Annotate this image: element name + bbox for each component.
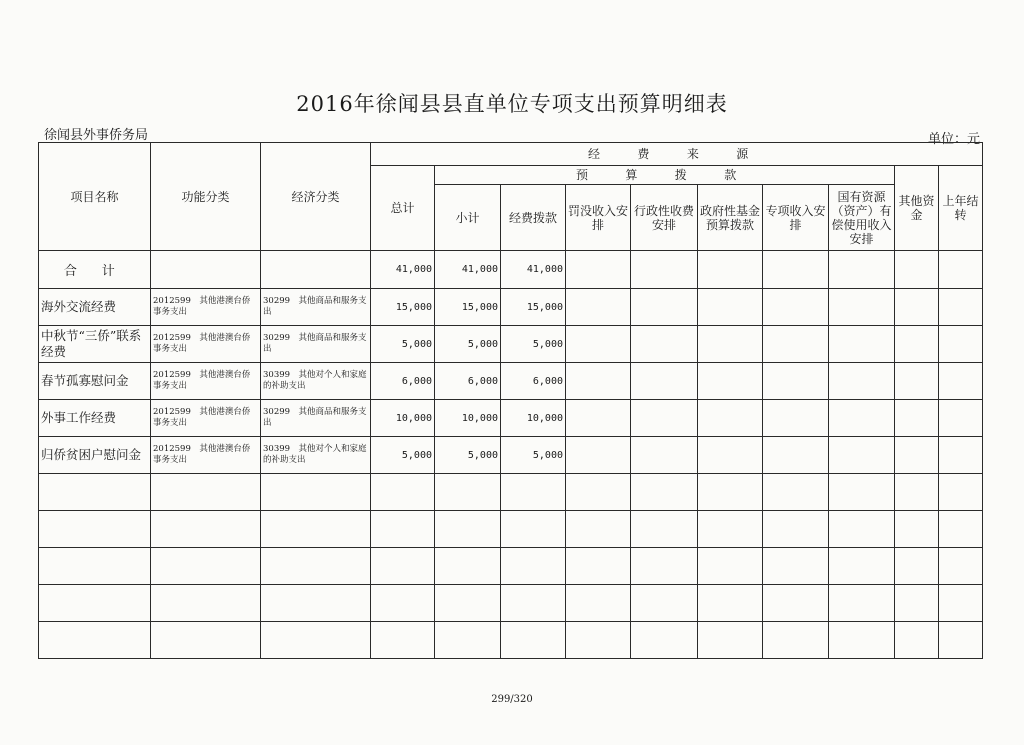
row-economic-class: 30399 其他对个人和家庭的补助支出 — [261, 363, 371, 400]
row-subtotal: 15,000 — [435, 289, 501, 326]
totals-fund-allocation: 41,000 — [501, 251, 566, 289]
row-total: 10,000 — [371, 400, 435, 437]
row-fund-allocation: 5,000 — [501, 326, 566, 363]
row-total: 5,000 — [371, 326, 435, 363]
table-row — [39, 437, 983, 474]
totals-row — [39, 251, 983, 289]
header-special-income: 专项收入安排 — [763, 185, 829, 251]
empty-row — [39, 585, 983, 622]
table-row — [39, 363, 983, 400]
header-fund-allocation: 经费拨款 — [501, 185, 566, 251]
row-item-name: 春节孤寡慰问金 — [39, 363, 151, 400]
table-row — [39, 400, 983, 437]
row-economic-class: 30299 其他商品和服务支出 — [261, 400, 371, 437]
row-fund-allocation: 10,000 — [501, 400, 566, 437]
header-economic-class: 经济分类 — [261, 143, 371, 251]
row-item-name: 外事工作经费 — [39, 400, 151, 437]
page-title: 2016年徐闻县县直单位专项支出预算明细表 — [296, 92, 728, 116]
row-fund-allocation: 6,000 — [501, 363, 566, 400]
totals-total: 41,000 — [371, 251, 435, 289]
row-subtotal: 5,000 — [435, 437, 501, 474]
empty-row — [39, 511, 983, 548]
empty-row — [39, 474, 983, 511]
organization-name: 徐闻县外事侨务局 — [44, 128, 149, 143]
header-total: 总计 — [371, 166, 435, 251]
row-subtotal: 10,000 — [435, 400, 501, 437]
header-state-assets: 国有资源（资产）有偿使用收入安排 — [829, 185, 895, 251]
header-admin-fees: 行政性收费安排 — [631, 185, 698, 251]
header-subtotal: 小计 — [435, 185, 501, 251]
row-total: 15,000 — [371, 289, 435, 326]
unit-label: 单位：元 — [927, 132, 980, 147]
row-subtotal: 6,000 — [435, 363, 501, 400]
header-budget-allocation: 预 算 拨 款 — [435, 166, 895, 185]
totals-label: 合 计 — [39, 251, 151, 289]
header-funding-source: 经 费 来 源 — [371, 143, 983, 166]
row-total: 5,000 — [371, 437, 435, 474]
header-item-name: 项目名称 — [39, 143, 151, 251]
row-function-class: 2012599 其他港澳台侨事务支出 — [151, 326, 261, 363]
row-economic-class: 30399 其他对个人和家庭的补助支出 — [261, 437, 371, 474]
page-number: 299/320 — [491, 694, 533, 705]
table-row — [39, 326, 983, 363]
row-item-name: 归侨贫困户慰问金 — [39, 437, 151, 474]
row-function-class: 2012599 其他港澳台侨事务支出 — [151, 437, 261, 474]
row-item-name: 海外交流经费 — [39, 289, 151, 326]
row-economic-class: 30299 其他商品和服务支出 — [261, 326, 371, 363]
empty-row — [39, 548, 983, 585]
header-fines: 罚没收入安排 — [566, 185, 631, 251]
header-other-funds: 其他资金 — [895, 166, 939, 251]
header-gov-fund: 政府性基金预算拨款 — [698, 185, 763, 251]
row-fund-allocation: 5,000 — [501, 437, 566, 474]
header-function-class: 功能分类 — [151, 143, 261, 251]
row-function-class: 2012599 其他港澳台侨事务支出 — [151, 289, 261, 326]
row-fund-allocation: 15,000 — [501, 289, 566, 326]
totals-subtotal: 41,000 — [435, 251, 501, 289]
row-subtotal: 5,000 — [435, 326, 501, 363]
budget-table — [38, 142, 983, 659]
row-total: 6,000 — [371, 363, 435, 400]
empty-row — [39, 622, 983, 659]
row-item-name: 中秋节“三侨”联系经费 — [39, 326, 151, 363]
table-row — [39, 289, 983, 326]
header-carryover: 上年结转 — [939, 166, 983, 251]
row-economic-class: 30299 其他商品和服务支出 — [261, 289, 371, 326]
row-function-class: 2012599 其他港澳台侨事务支出 — [151, 400, 261, 437]
row-function-class: 2012599 其他港澳台侨事务支出 — [151, 363, 261, 400]
